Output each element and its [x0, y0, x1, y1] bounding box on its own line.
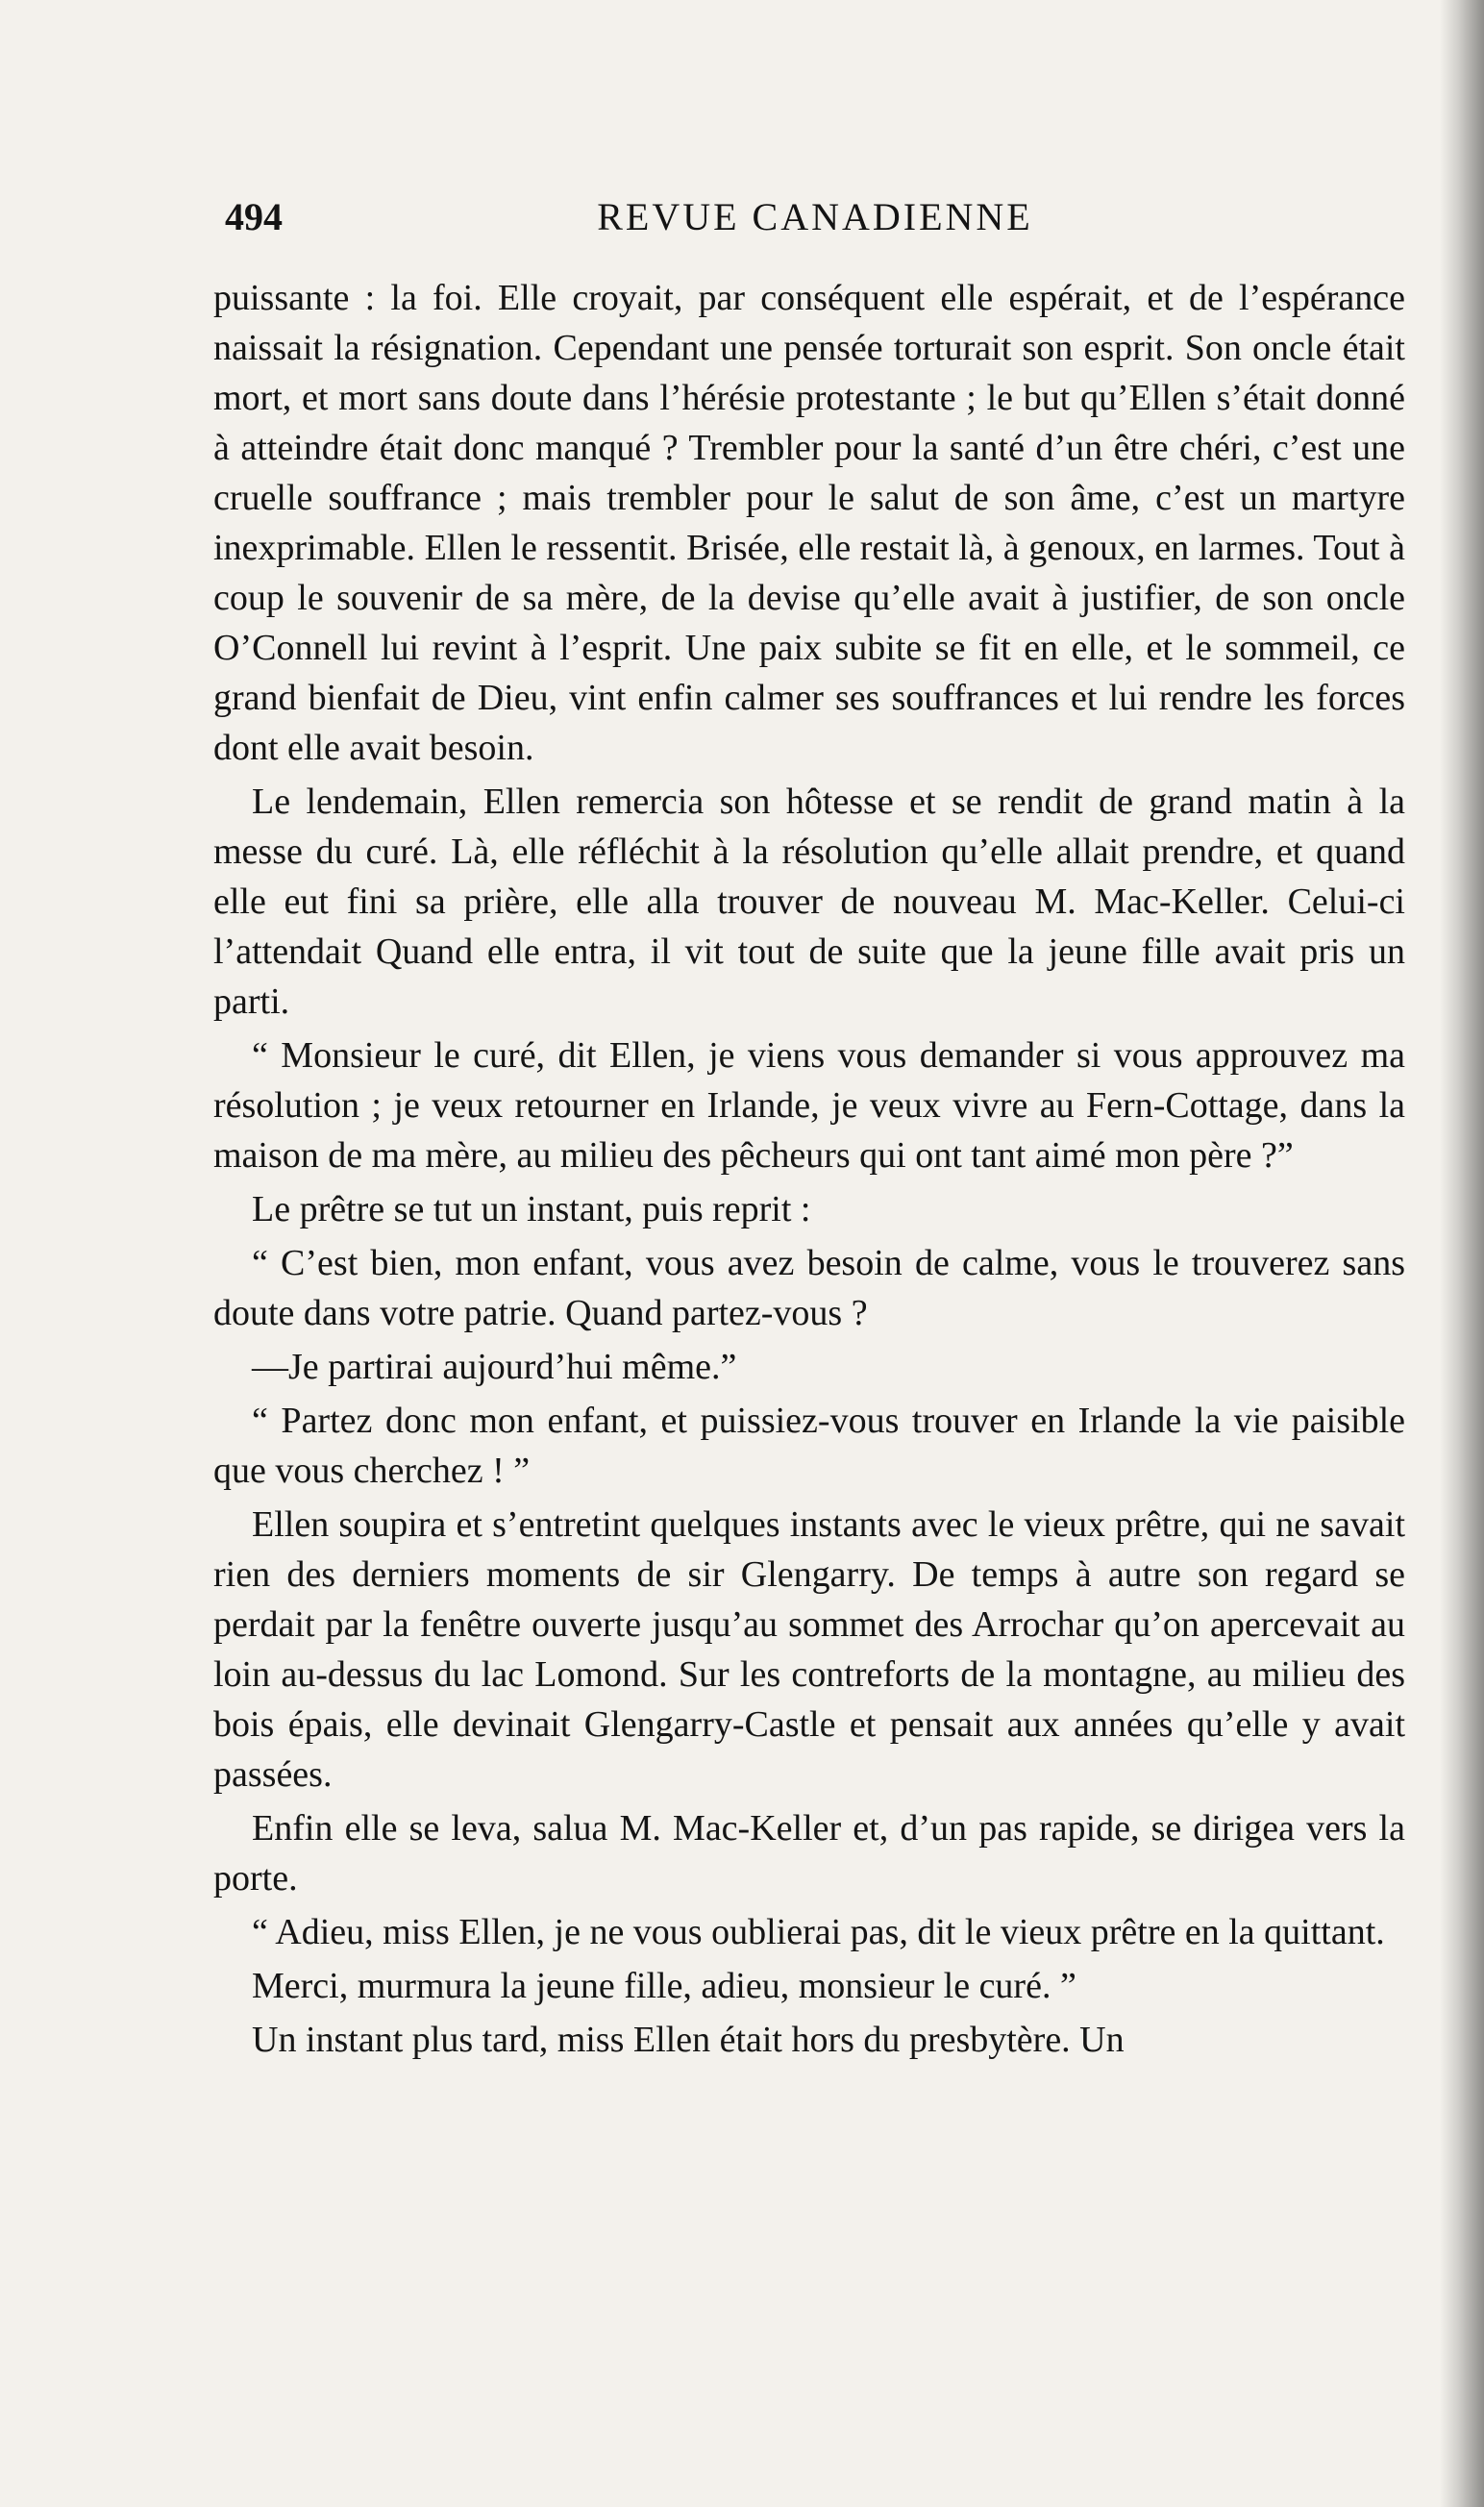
paragraph-9: Enfin elle se leva, salua M. Mac-Keller et, d’un pas rapide, se dirigea vers la porte. — [213, 1808, 1405, 1899]
scan-edge-shadow — [1440, 0, 1484, 2507]
paragraph-6: —Je partirai aujourd’hui même.” — [252, 1347, 737, 1387]
paragraph-10: “ Adieu, miss Ellen, je ne vous oublierai pas, dit le vieux prêtre en la quittant. — [252, 1912, 1385, 1952]
paragraph-7: “ Partez donc mon enfant, et puissiez-vous trouver en Irlande la vie paisible que vous cherchez ! ” — [213, 1401, 1405, 1491]
paragraph-5: “ C’est bien, mon enfant, vous avez besoin de calme, vous le trouverez sans doute dans votre patrie. Quand partez-vous ? — [213, 1243, 1405, 1333]
body-text — [213, 273, 1405, 2069]
paragraph-1: puissante : la foi. Elle croyait, par conséquent elle espérait, et de l’espérance naissait la résignation. Cependant une pensée torturait son esprit. Son oncle était mort, et mort sans doute dans l’hérésie protestante ; le but qu’Ellen s’était donné à atteindre était donc manqué ? Trembler pour la santé d’un être chéri, c’est une cruelle souffrance ; mais trembler pour le salut de son âme, c’est un martyre inexprimable. Ellen le ressentit. Brisée, elle restait là, à genoux, en larmes. Tout à coup le souvenir de sa mère, de la devise qu’elle avait à justifier, de son oncle O’Connell lui revint à l’esprit. Une paix subite se fit en elle, et le sommeil, ce grand bienfait de Dieu, vint enfin calmer ses souffrances et lui rendre les forces dont elle avait besoin. — [213, 278, 1405, 768]
paragraph-3: “ Monsieur le curé, dit Ellen, je viens vous demander si vous approuvez ma résolution ; je veux retourner en Irlande, je veux vivre au Fern-Cottage, dans la maison de ma mère, au milieu des pêcheurs qui ont tant aimé mon père ?” — [213, 1035, 1405, 1176]
page-header — [219, 188, 1411, 246]
paragraph-8: Ellen soupira et s’entretint quelques instants avec le vieux prêtre, qui ne savait rien des derniers moments de sir Glengarry. De temps à autre son regard se perdait par la fenêtre ouverte jusqu’au sommet des Arrochar qu’on apercevait au loin au-dessus du lac Lomond. Sur les contreforts de la montagne, au milieu des bois épais, elle devinait Glengarry-Castle et pensait aux années qu’elle y avait passées. — [213, 1504, 1405, 1795]
paragraph-11: Merci, murmura la jeune fille, adieu, monsieur le curé. ” — [252, 1966, 1076, 2006]
page-number: 494 — [225, 195, 283, 238]
paragraph-12: Un instant plus tard, miss Ellen était hors du presbytère. Un — [252, 2020, 1125, 2060]
paragraph-4: Le prêtre se tut un instant, puis reprit : — [252, 1189, 811, 1229]
running-title: REVUE CANADIENNE — [597, 195, 1033, 238]
paragraph-2: Le lendemain, Ellen remercia son hôtesse et se rendit de grand matin à la messe du curé. Là, elle réfléchit à la résolution qu’elle allait prendre, et quand elle eut fini sa prière, elle alla trouver de nouveau M. Mac-Keller. Celui-ci l’attendait Quand elle entra, il vit tout de suite que la jeune fille avait pris un parti. — [213, 782, 1405, 1022]
